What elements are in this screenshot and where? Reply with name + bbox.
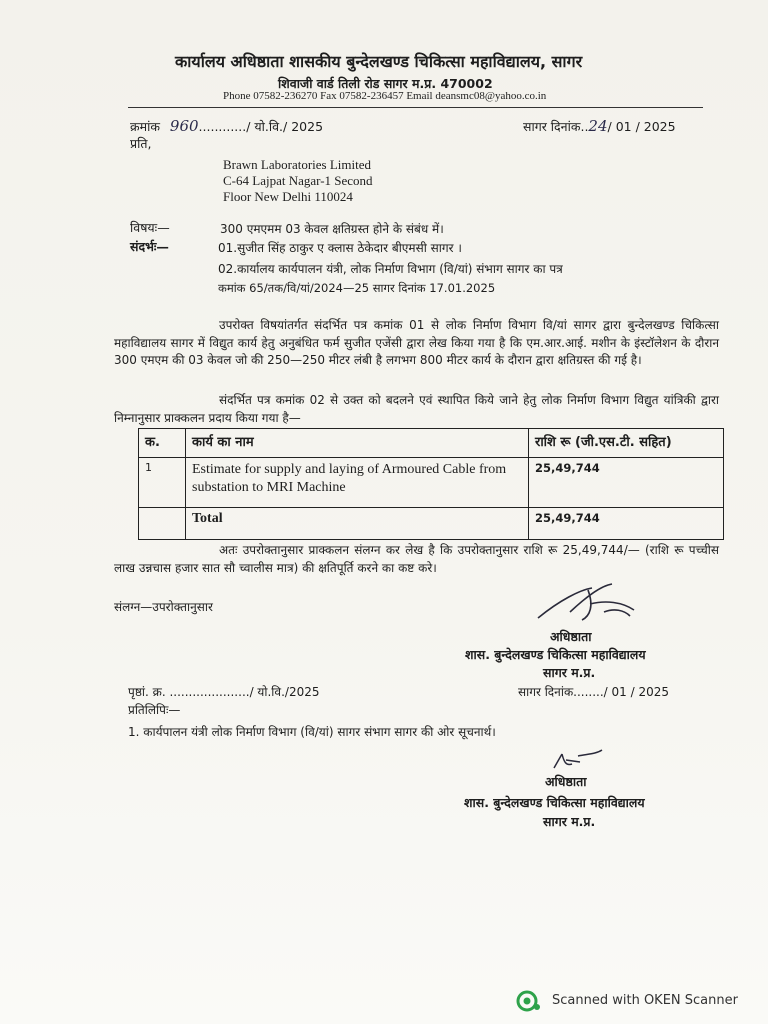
table-cell-amount: 25,49,744 (529, 458, 724, 508)
ref-number-handwritten: 960 (169, 117, 199, 135)
body-paragraph-3: अतः उपरोक्तानुसार प्राक्कलन संलग्न कर लेख है कि उपरोक्तानुसार राशि रू 25,49,744/— (राशि रू पच्चीस लाख उन्नचास हजार सात सौ च्वालीस मात्र) की क्षतिपूर्ति करने का कष्ट करे। (114, 543, 719, 575)
signatory-org-1: शास. बुन्देलखण्ड चिकित्सा महाविद्यालय (465, 647, 646, 662)
address-line-2: C-64 Lajpat Nagar-1 Second (223, 173, 373, 188)
table-cell-work: Estimate for supply and laying of Armoured Cable from substation to MRI Machine (186, 458, 529, 508)
signatory-place-2: सागर म.प्र. (543, 814, 596, 829)
table-total-row (139, 508, 724, 540)
letterhead-office-name: कार्यालय अधिष्ठाता शासकीय बुन्देलखण्ड चिकित्सा महाविद्यालय, सागर (175, 52, 583, 71)
signature-scribble-2 (548, 748, 608, 776)
ref-number-line (130, 117, 323, 135)
enclosure-note: संलग्न—उपरोक्तानुसार (114, 600, 213, 614)
letterhead-divider (128, 107, 703, 108)
ref-date-label: सागर दिनांक (523, 119, 581, 134)
letterhead-contact: Phone 07582-236270 Fax 07582-236457 Email deansmc08@yahoo.co.in (223, 90, 547, 102)
scanner-watermark-text: Scanned with OKEN Scanner (552, 993, 738, 1008)
reference-1: 01.सुजीत सिंह ठाकुर ए क्लास ठेकेदार बीएमसी सागर । (218, 241, 462, 255)
prati-label: प्रति, (130, 136, 152, 151)
copy-label: प्रतिलिपिः— (128, 703, 181, 717)
scanner-logo-icon (516, 990, 542, 1012)
table-header-row (139, 429, 724, 458)
signatory-org-2: शास. बुन्देलखण्ड चिकित्सा महाविद्यालय (464, 795, 645, 810)
table-header-amount: राशि रू (जी.एस.टी. सहित) (529, 429, 724, 458)
table-total-label: Total (186, 508, 529, 540)
ref-date-rest: / 01 / 2025 (607, 119, 676, 134)
letterhead-address: शिवाजी वार्ड तिली रोड सागर म.प्र. 470002 (278, 76, 493, 91)
ref-suffix: ............/ यो.वि./ 2025 (198, 119, 324, 134)
reference-2a: 02.कार्यालय कार्यपालन यंत्री, लोक निर्माण विभाग (वि/यां) संभाग सागर का पत्र (218, 262, 563, 276)
signatory-place-1: सागर म.प्र. (543, 665, 596, 680)
ref-label: क्रमांक (130, 119, 160, 134)
table-total-amount: 25,49,744 (529, 508, 724, 540)
table-header-sno: क. (139, 429, 186, 458)
signatory-title-1: अधिष्ठाता (550, 629, 592, 644)
table-total-empty (139, 508, 186, 540)
table-cell-sno: 1 (139, 458, 186, 508)
copy-item-1: 1. कार्यपालन यंत्री लोक निर्माण विभाग (वि/यां) सागर संभाग सागर की ओर सूचनार्थ। (128, 725, 496, 739)
estimate-table (138, 428, 724, 540)
signature-scribble-1 (530, 580, 640, 630)
reference-label: संदर्भः— (130, 239, 169, 254)
ref-date-line: सागर दिनांक..24/ 01 / 2025 (523, 117, 676, 135)
endorsement-ref: पृष्ठां. क्र. ...................../ यो.वि./2025 (128, 685, 320, 699)
subject-text: 300 एमएमम 03 केवल क्षतिग्रस्त होने के संबंध में। (220, 222, 444, 236)
address-line-1: Brawn Laboratories Limited (223, 157, 372, 172)
body-paragraph-1: उपरोक्त विषयांतर्गत संदर्भित पत्र कमांक 01 से लोक निर्माण विभाग वि/यां सागर द्वारा बुन्देलखण्ड चिकित्सा महाविद्यालय सागर में विद्युत कार्य हेतु अनुबंधित फर्म सुजीत एजेंसी द्वारा लेख किया गया है कि एम.आर.आई. मशीन के इंस्टॉलेशन के दौरान 300 एमएम की 03 केवल जो की 250—250 मीटर लंबी है लगभग 800 मीटर कार्य के दौरान द्वारा क्षतिग्रस्त की गई है। (114, 318, 719, 367)
signatory-title-2: अधिष्ठाता (545, 774, 587, 789)
endorsement-date: सागर दिनांक......../ 01 / 2025 (518, 685, 670, 699)
table-row (139, 458, 724, 508)
ref-date-day-handwritten: 24 (588, 117, 608, 135)
reference-2b: कमांक 65/तक/वि/यां/2024—25 सागर दिनांक 17.01.2025 (218, 281, 496, 295)
subject-label: विषयः— (130, 220, 170, 235)
table-header-work: कार्य का नाम (186, 429, 529, 458)
address-line-3: Floor New Delhi 110024 (223, 189, 353, 204)
body-paragraph-2: संदर्भित पत्र कमांक 02 से उक्त को बदलने एवं स्थापित किये जाने हेतु लोक निर्माण विभाग विद्युत यांत्रिकी द्वारा निम्नानुसार प्राक्कलन प्रदाय किया गया है— (114, 393, 719, 425)
